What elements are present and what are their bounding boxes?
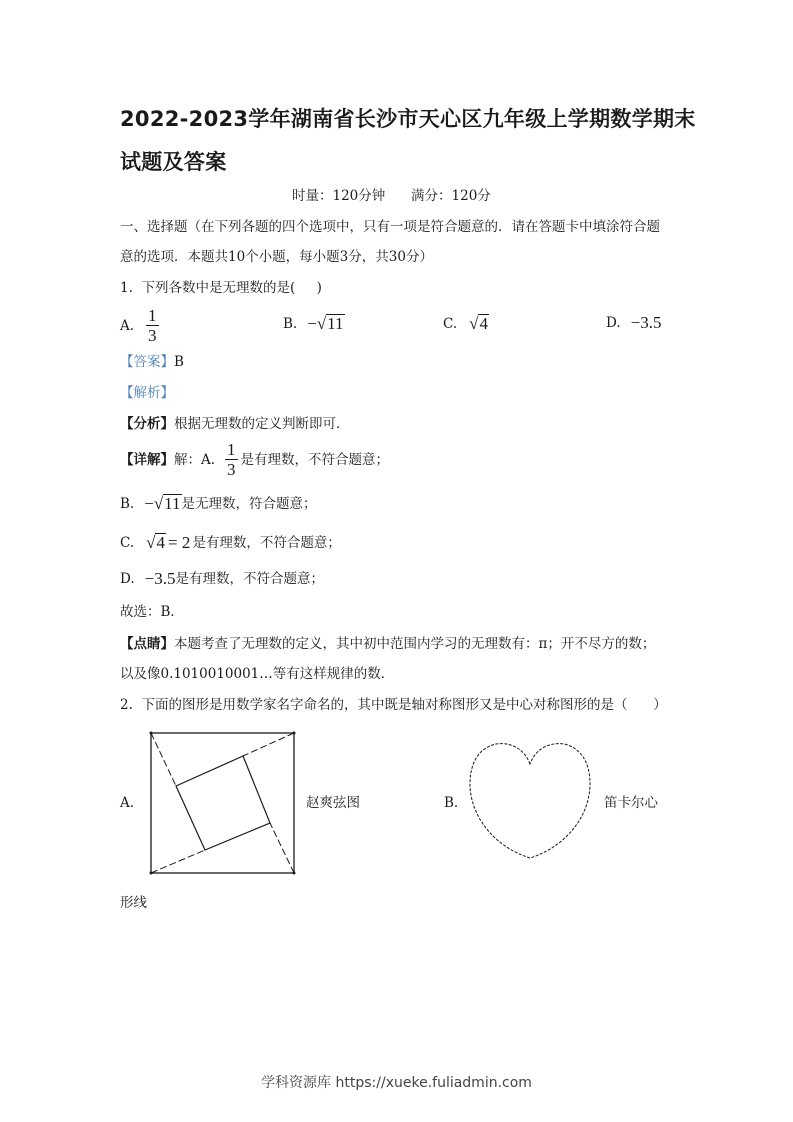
detail-c-letter: C. [120, 534, 135, 551]
radicand: 11 [327, 314, 344, 333]
option-letter: A. [120, 317, 135, 334]
radical-sign-icon: √ [316, 314, 327, 333]
exam-meta: 时量：120分钟 满分：120分 [292, 188, 491, 204]
q1-fenxi [120, 415, 350, 433]
radicand: 4 [156, 533, 165, 552]
fraction-denominator: 3 [148, 326, 157, 345]
q1-option-d [606, 314, 661, 332]
detail-tag: 【详解】 [120, 451, 174, 468]
detail-b-letter: B. [120, 495, 135, 512]
sqrt-expression [146, 533, 166, 552]
section-heading-line1: 一、选择题（在下列各题的四个选项中，只有一项是符合题意的．请在答题卡中填涂符合题 [120, 219, 660, 235]
minus-sign: − [307, 313, 317, 333]
radicand: 4 [479, 314, 488, 333]
fraction-denominator: 3 [227, 460, 236, 479]
q1-detail-c [120, 533, 341, 552]
q1-dianjing-line1 [120, 635, 655, 653]
q2-option-b-label: 笛卡尔心 [604, 795, 658, 811]
equation-rhs: = 2 [167, 532, 191, 552]
fraction [146, 306, 159, 345]
cardioid-curve [466, 740, 594, 862]
q1-detail-a [120, 440, 389, 479]
zhao-shuang-diagram [148, 730, 298, 876]
q2-option-b-label-cont: 形线 [120, 895, 147, 911]
radical-sign-icon: √ [469, 314, 479, 333]
document-title-line1: 2022-2023学年湖南省长沙市天心区九年级上学期数学期末 [120, 107, 696, 131]
option-letter: C. [443, 315, 458, 332]
q1-option-a [120, 306, 159, 345]
q1-answer [120, 353, 184, 371]
sqrt-expression [469, 314, 489, 333]
q2-stem: 2. 下面的图形是用数学家名字命名的，其中既是轴对称图形又是中心对称图形的是（ ） [120, 697, 667, 713]
document-title-line2: 试题及答案 [120, 150, 227, 174]
fenxi-tag: 【分析】 [120, 416, 174, 432]
radicand: 11 [164, 494, 181, 513]
minus-sign: − [144, 493, 154, 513]
option-value: −3.5 [630, 313, 662, 332]
detail-a-text: 是有理数，不符合题意； [240, 451, 390, 468]
q1-stem: 1. 下列各数中是无理数的是( ) [120, 280, 322, 296]
answer-value: B [174, 354, 184, 370]
q1-detail-b [120, 494, 317, 513]
q1-choose: 故选：B． [120, 604, 184, 620]
dianjing-text: 本题考查了无理数的定义，其中初中范围内学习的无理数有：π；开不尽方的数； [174, 636, 656, 652]
fraction-numerator: 1 [148, 306, 157, 325]
sqrt-expression [317, 314, 345, 333]
dianjing-tag: 【点睛】 [120, 636, 174, 652]
q2-option-b-letter: B. [444, 795, 459, 811]
option-letter: B. [283, 315, 298, 332]
footer-watermark: 学科资源库 https://xueke.fuliadmin.com [261, 1075, 532, 1091]
detail-c-text: 是有理数，不符合题意； [192, 534, 341, 551]
detail-d-letter: D. [120, 571, 135, 587]
fraction [225, 440, 238, 479]
section-heading-line2: 意的选项．本题共10个小题，每小题3分，共30分） [120, 249, 433, 265]
q2-option-a-label: 赵爽弦图 [306, 795, 360, 811]
radical-sign-icon: √ [153, 494, 164, 513]
q1-analysis-tag: 【解析】 [120, 385, 174, 401]
option-letter: D. [606, 315, 621, 331]
q2-option-a-letter: A. [120, 795, 135, 811]
fraction-numerator: 1 [227, 440, 236, 459]
detail-a-prefix: 解：A. [174, 451, 216, 468]
detail-d-text: 是有理数，不符合题意； [175, 571, 324, 587]
q1-detail-d [120, 570, 324, 588]
fenxi-text: 根据无理数的定义判断即可． [174, 416, 350, 432]
sqrt-expression [154, 494, 182, 513]
q1-dianjing-line2: 以及像0.1010010001…等有这样规律的数． [120, 666, 395, 682]
detail-d-value: −3.5 [144, 569, 176, 588]
q1-option-b [283, 314, 345, 333]
detail-b-text: 是无理数，符合题意； [181, 495, 317, 512]
radical-sign-icon: √ [146, 533, 156, 552]
q1-option-c [443, 314, 489, 333]
answer-tag: 【答案】 [120, 354, 174, 370]
